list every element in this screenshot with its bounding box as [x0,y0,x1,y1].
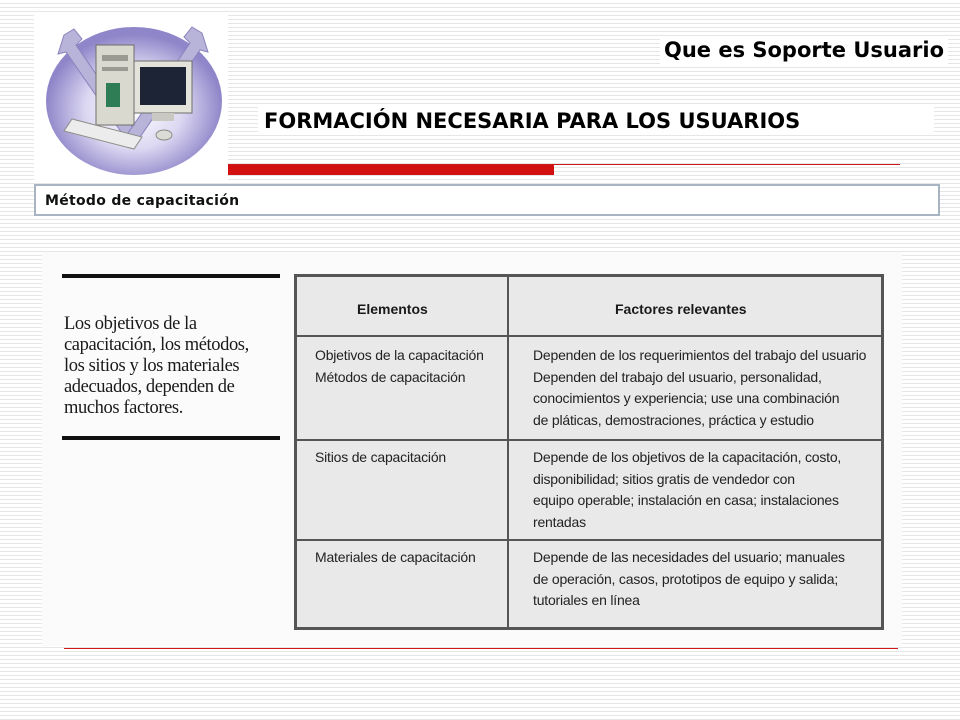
section-label-box [34,184,940,216]
table-cell-element: Objetivos de la capacitación Métodos de capacitación [315,347,484,385]
intro-text: Los objetivos de la capacitación, los métodos, los sitios y los materiales adecuados, dependen de muchos factores. [64,314,249,418]
row-divider [297,439,881,441]
table-header-elementos: Elementos [357,301,428,317]
table-cell-factors: Depende de las necesidades del usuario; manuales de operación, casos, prototipos de equipo y salida; tutoriales en línea [533,549,845,608]
table-cell-factors: Depende de los objetivos de la capacitación, costo, disponibilidad; sitios gratis de vendedor con equipo operable; instalación en casa; instalaciones rentadas [533,449,842,530]
section-label: Método de capacitación [45,193,240,209]
footer-divider [64,648,898,649]
intro-bottom-rule [62,436,280,440]
table-cell-element: Materiales de capacitación [315,549,476,565]
presentation-title: Que es Soporte Usuario [660,36,948,64]
row-divider [297,335,881,337]
table-cell-element: Sitios de capacitación [315,449,447,465]
table-cell-factors: Dependen de los requerimientos del trabajo del usuario Dependen del trabajo del usuario, personalidad, conocimientos y experiencia; use una combinación de pláticas, demostraciones, práctica y estudio [533,347,867,428]
row-divider [297,539,881,541]
logo [34,15,228,181]
table-header-factores: Factores relevantes [615,301,747,317]
intro-top-rule [62,274,280,278]
heading-accent-bar [228,165,554,175]
slide-heading: FORMACIÓN NECESARIA PARA LOS USUARIOS [258,107,934,135]
scanned-content [42,252,902,646]
column-divider [507,277,509,627]
training-factors-table [294,274,884,630]
computer-tools-logo-icon [34,15,228,181]
